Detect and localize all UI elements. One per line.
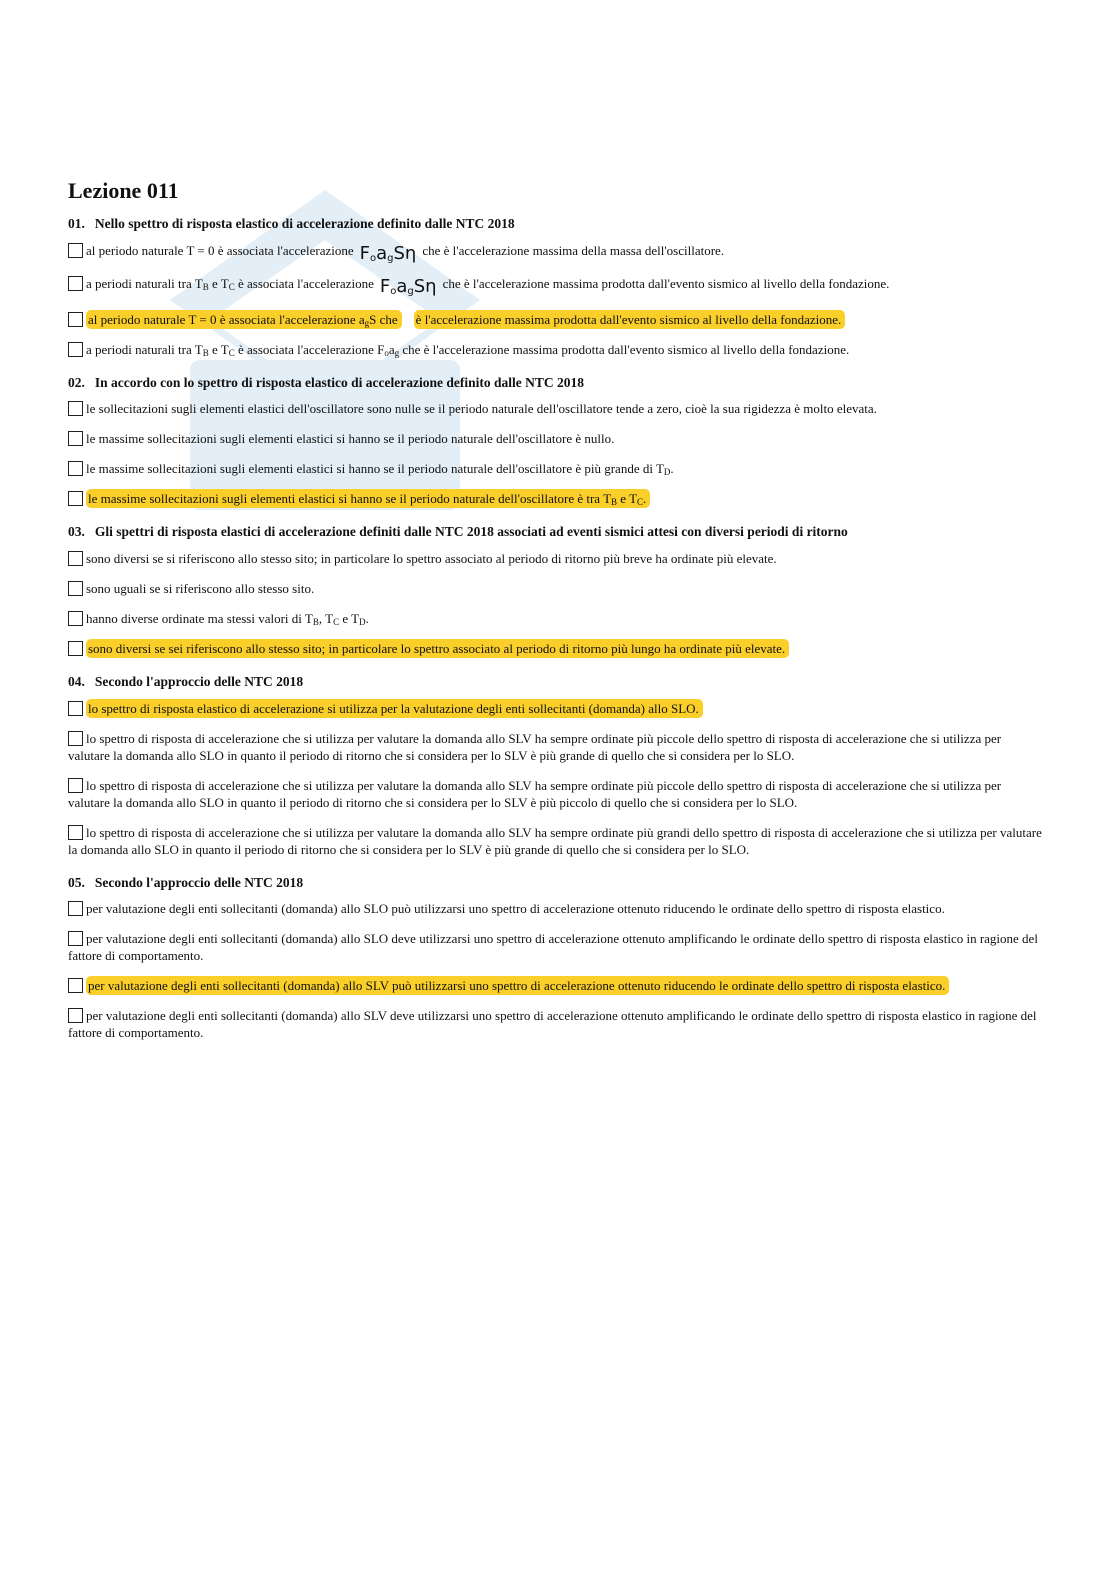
answer-checkbox[interactable] bbox=[68, 611, 83, 626]
subscript: D bbox=[359, 617, 366, 628]
answer-text: a periodi naturali tra T bbox=[86, 341, 203, 357]
answer-option bbox=[68, 460, 1043, 477]
answer-option bbox=[68, 400, 1043, 417]
subscript: C bbox=[228, 347, 235, 358]
question-text: Nello spettro di risposta elastico di accelerazione definito dalle NTC 2018 bbox=[94, 216, 515, 232]
answer-text: al periodo naturale T = 0 è associata l'accelerazione a bbox=[88, 311, 365, 327]
answer-checkbox[interactable] bbox=[68, 901, 83, 916]
answer-checkbox[interactable] bbox=[68, 342, 83, 357]
answer-text-cont: è associata l'accelerazione bbox=[234, 275, 374, 291]
question-number: 02. bbox=[68, 374, 85, 390]
answer-option bbox=[68, 430, 1043, 447]
subscript: o bbox=[384, 347, 389, 358]
question-text: Gli spettri di risposta elastici di accelerazione definiti dalle NTC 2018 associati ad eventi sismici attesi con diversi periodi di ritorno bbox=[94, 524, 848, 540]
answer-text: per valutazione degli enti sollecitanti (domanda) allo SLO deve utilizzarsi uno spettro di accelerazione ottenuto amplificando le ordinate dello spettro di risposta elastico in ragione del fattore di comportamento. bbox=[68, 931, 1038, 964]
answer-text-cont: e T bbox=[617, 491, 638, 507]
answer-text-cont: e T bbox=[208, 275, 229, 291]
highlight: per valutazione degli enti sollecitanti (domanda) allo SLV può utilizzarsi uno spettro di accelerazione ottenuto riducendo le ordinate dello spettro di risposta elastico. bbox=[86, 976, 949, 995]
question-heading bbox=[68, 215, 1043, 233]
answer-text: hanno diverse ordinate ma stessi valori di T bbox=[86, 611, 313, 627]
question-text: Secondo l'approccio delle NTC 2018 bbox=[94, 874, 304, 890]
answer-checkbox[interactable] bbox=[68, 401, 83, 416]
answer-checkbox[interactable] bbox=[68, 491, 83, 506]
answer-text: per valutazione degli enti sollecitanti (domanda) allo SLO può utilizzarsi uno spettro di accelerazione ottenuto riducendo le ordinate dello spettro di risposta elastico. bbox=[86, 901, 945, 917]
answer-checkbox[interactable] bbox=[68, 641, 83, 656]
answer-option-highlighted bbox=[68, 640, 1043, 657]
question-text: Secondo l'approccio delle NTC 2018 bbox=[94, 674, 304, 690]
answer-option bbox=[68, 580, 1043, 597]
answer-checkbox[interactable] bbox=[68, 1008, 83, 1023]
answer-text: al periodo naturale T = 0 è associata l'accelerazione bbox=[86, 242, 354, 258]
answer-checkbox[interactable] bbox=[68, 243, 83, 258]
question-01 bbox=[68, 215, 1043, 358]
answer-text: lo spettro di risposta di accelerazione che si utilizza per valutare la domanda allo SLV ha sempre ordinate più piccole dello spettro di risposta di accelerazione che si utilizza per valutare la domanda allo SLO in quanto il periodo di ritorno che si considera per lo SLV è più piccolo di quello che si considera per lo SLO. bbox=[68, 777, 1002, 810]
answer-checkbox[interactable] bbox=[68, 978, 83, 993]
question-heading bbox=[68, 523, 1043, 541]
subscript: D bbox=[663, 467, 671, 478]
answer-option bbox=[68, 730, 1043, 764]
answer-option bbox=[68, 824, 1043, 858]
question-heading bbox=[68, 673, 1043, 691]
highlight: lo spettro di risposta elastico di accelerazione si utilizza per la valutazione degli enti sollecitanti (domanda) allo SLO. bbox=[86, 699, 703, 718]
answer-option-highlighted bbox=[68, 311, 1043, 328]
answer-checkbox[interactable] bbox=[68, 461, 83, 476]
answer-text: lo spettro di risposta di accelerazione che si utilizza per valutare la domanda allo SLV ha sempre ordinate più grandi dello spettro di risposta di accelerazione che si utilizza per valutare la domanda allo SLO in quanto il periodo di ritorno che si considera per lo SLV è più grande di quello che si considera per lo SLO. bbox=[68, 824, 1042, 857]
answer-checkbox[interactable] bbox=[68, 931, 83, 946]
answer-text-cont: è associata l'accelerazione F bbox=[234, 341, 385, 357]
answer-text-cont: . bbox=[643, 491, 647, 507]
subscript: B bbox=[202, 281, 209, 292]
answer-option bbox=[68, 275, 1043, 295]
question-number: 04. bbox=[68, 674, 85, 690]
subscript: g bbox=[394, 347, 400, 358]
answer-text-cont: che è l'accelerazione massima prodotta dall'evento sismico al livello della fondazione. bbox=[399, 341, 850, 357]
answer-text: sono diversi se si riferiscono allo stesso sito; in particolare lo spettro associato al periodo di ritorno più breve ha ordinate più elevate. bbox=[86, 551, 777, 567]
answer-option bbox=[68, 1007, 1043, 1041]
answer-text: per valutazione degli enti sollecitanti (domanda) allo SLV deve utilizzarsi uno spettro di accelerazione ottenuto amplificando le ordinate dello spettro di risposta elastico in ragione del fattore di comportamento. bbox=[68, 1008, 1037, 1041]
answer-checkbox[interactable] bbox=[68, 581, 83, 596]
answer-text-cont: , T bbox=[318, 611, 334, 627]
answer-text-cont: . bbox=[670, 461, 674, 477]
answer-text: le massime sollecitazioni sugli elementi elastici si hanno se il periodo naturale dell'oscillatore è tra T bbox=[88, 491, 612, 507]
answer-text: le sollecitazioni sugli elementi elastici dell'oscillatore sono nulle se il periodo naturale dell'oscillatore tende a zero, cioè la sua rigidezza è molto elevata. bbox=[86, 401, 877, 417]
answer-text-cont: è l'accelerazione massima prodotta dall'evento sismico al livello della fondazione. bbox=[415, 311, 842, 327]
subscript: C bbox=[637, 497, 644, 508]
question-heading bbox=[68, 374, 1043, 392]
highlight bbox=[86, 310, 402, 329]
answer-checkbox[interactable] bbox=[68, 778, 83, 793]
answer-text: a periodi naturali tra T bbox=[86, 275, 203, 291]
question-heading bbox=[68, 874, 1043, 892]
answer-checkbox[interactable] bbox=[68, 551, 83, 566]
answer-option bbox=[68, 550, 1043, 567]
question-number: 01. bbox=[68, 216, 85, 232]
question-number: 03. bbox=[68, 524, 85, 540]
subscript: C bbox=[228, 281, 235, 292]
answer-option bbox=[68, 610, 1043, 627]
answer-option-highlighted bbox=[68, 977, 1043, 994]
answer-option-highlighted bbox=[68, 700, 1043, 717]
answer-option bbox=[68, 341, 1043, 358]
highlight: sono diversi se sei riferiscono allo stesso sito; in particolare lo spettro associato al periodo di ritorno più lungo ha ordinate più elevate. bbox=[86, 639, 789, 658]
page-title: Lezione 011 bbox=[68, 178, 179, 203]
formula: $F_oa_gS\eta$ bbox=[379, 275, 437, 297]
question-number: 05. bbox=[68, 874, 85, 890]
answer-text-cont: e T bbox=[208, 341, 229, 357]
highlight bbox=[86, 489, 650, 508]
answer-text: le massime sollecitazioni sugli elementi elastici si hanno se il periodo naturale dell'oscillatore è nullo. bbox=[86, 431, 615, 447]
formula: $F_oa_gS\eta$ bbox=[359, 242, 417, 264]
answer-checkbox[interactable] bbox=[68, 825, 83, 840]
question-03 bbox=[68, 523, 1043, 657]
answer-option bbox=[68, 900, 1043, 917]
answer-text-cont: e T bbox=[339, 611, 360, 627]
answer-checkbox[interactable] bbox=[68, 431, 83, 446]
answer-checkbox[interactable] bbox=[68, 312, 83, 327]
answer-text: lo spettro di risposta di accelerazione che si utilizza per valutare la domanda allo SLV ha sempre ordinate più piccole dello spettro di risposta di accelerazione che si utilizza per valutare la domanda allo SLO in quanto il periodo di ritorno che si considera per lo SLV è più grande di quello che si considera per lo SLO. bbox=[68, 730, 1002, 763]
answer-text-cont: . bbox=[365, 611, 369, 627]
answer-text: sono uguali se si riferiscono allo stesso sito. bbox=[86, 581, 315, 597]
answer-checkbox[interactable] bbox=[68, 701, 83, 716]
answer-checkbox[interactable] bbox=[68, 731, 83, 746]
highlight bbox=[414, 310, 846, 329]
answer-text-cont: che è l'accelerazione massima prodotta dall'evento sismico al livello della fondazione. bbox=[442, 275, 890, 291]
question-text: In accordo con lo spettro di risposta elastico di accelerazione definito dalle NTC 2018 bbox=[94, 374, 584, 390]
answer-option-highlighted bbox=[68, 490, 1043, 507]
subscript: C bbox=[333, 617, 340, 628]
answer-option bbox=[68, 930, 1043, 964]
answer-text-cont: che è l'accelerazione massima della massa dell'oscillatore. bbox=[422, 242, 725, 258]
answer-text-cont: S che bbox=[369, 311, 398, 327]
answer-text-cont: a bbox=[388, 341, 395, 357]
subscript: B bbox=[202, 347, 209, 358]
document-page bbox=[68, 178, 1043, 1057]
answer-option bbox=[68, 777, 1043, 811]
question-02 bbox=[68, 374, 1043, 508]
answer-option bbox=[68, 242, 1043, 262]
question-05 bbox=[68, 874, 1043, 1042]
answer-text: le massime sollecitazioni sugli elementi elastici si hanno se il periodo naturale dell'oscillatore è più grande di T bbox=[86, 461, 664, 477]
subscript: B bbox=[611, 497, 618, 508]
subscript: B bbox=[312, 617, 319, 628]
subscript: g bbox=[364, 317, 370, 328]
answer-checkbox[interactable] bbox=[68, 276, 83, 291]
question-04 bbox=[68, 673, 1043, 858]
